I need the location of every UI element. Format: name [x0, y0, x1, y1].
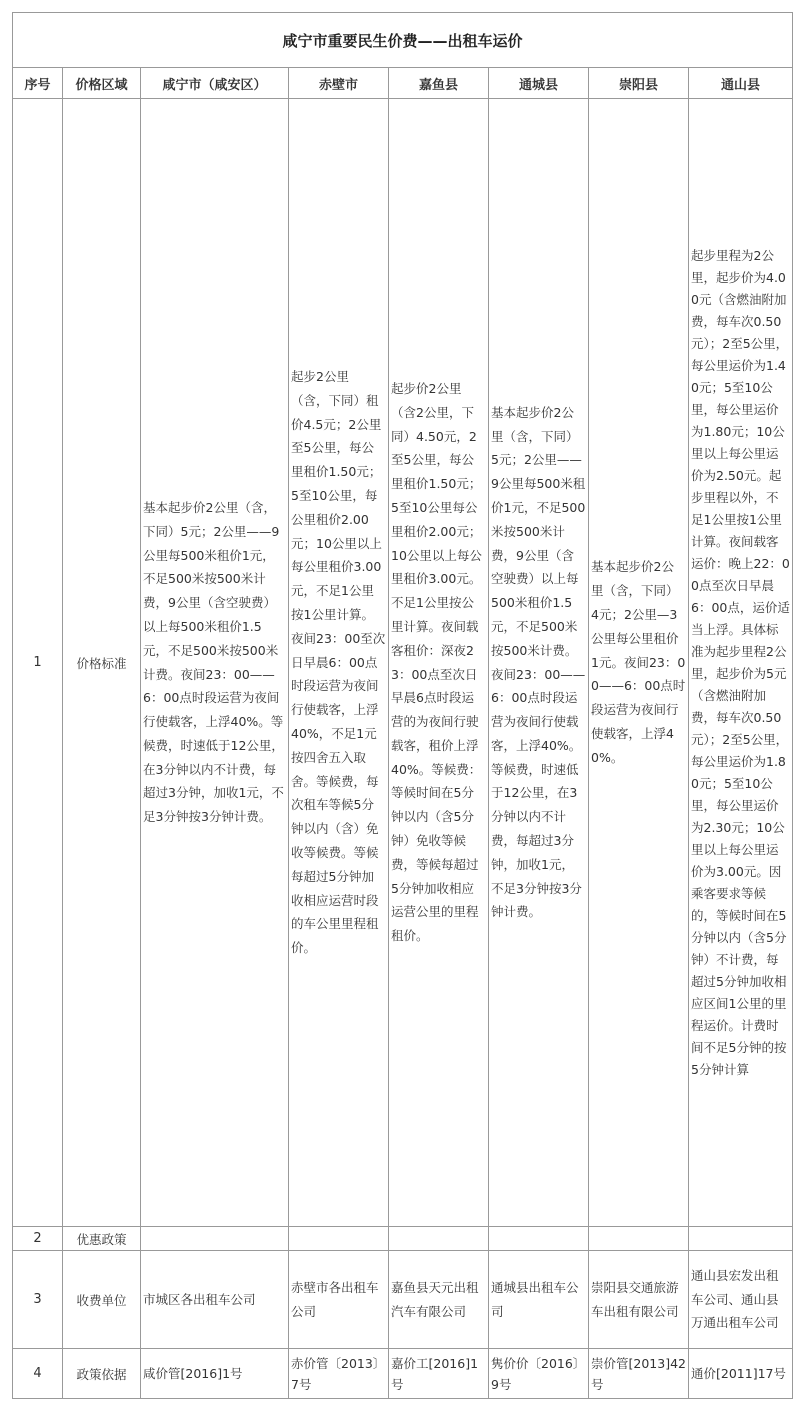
cell-chongyang — [589, 1227, 689, 1251]
price-table-wrapper — [12, 12, 792, 1399]
cell-jiayu: 起步价2公里（含2公里，下同）4.50元，2至5公里，每公里租价1.50元；5至10公里每公里租价2.00元；10公里以上每公里租价3.00元。不足1公里按公里计算。夜间载客租价：深夜23：00点至次日早晨6点时段运营的为夜间行驶载客，租价上浮40%。等候费：等候时间在5分钟以内（含5分钟）免收等候费，等候每超过5分钟加收相应运营公里的里程租价。 — [389, 99, 489, 1227]
cell-chongyang: 崇阳县交通旅游车出租有限公司 — [589, 1251, 689, 1349]
header-tongshan: 通山县 — [689, 68, 793, 99]
cell-chongyang: 崇价管[2013]42号 — [589, 1349, 689, 1399]
header-xianning: 咸宁市（咸安区） — [141, 68, 289, 99]
row-label: 优惠政策 — [63, 1227, 141, 1251]
cell-tongshan — [689, 1227, 793, 1251]
taxi-fare-table — [12, 12, 793, 1399]
table-row — [13, 1349, 793, 1399]
cell-tongshan: 通价[2011]17号 — [689, 1349, 793, 1399]
header-tongcheng: 通城县 — [489, 68, 589, 99]
cell-jiayu: 嘉价工[2016]1号 — [389, 1349, 489, 1399]
row-number: 4 — [13, 1349, 63, 1399]
cell-xianning: 咸价管[2016]1号 — [141, 1349, 289, 1399]
cell-jiayu: 嘉鱼县天元出租汽车有限公司 — [389, 1251, 489, 1349]
cell-chibi: 赤壁市各出租车公司 — [289, 1251, 389, 1349]
header-chongyang: 崇阳县 — [589, 68, 689, 99]
row-label: 政策依据 — [63, 1349, 141, 1399]
row-label: 收费单位 — [63, 1251, 141, 1349]
header-chibi: 赤壁市 — [289, 68, 389, 99]
cell-tongcheng: 隽价价〔2016〕9号 — [489, 1349, 589, 1399]
row-number: 3 — [13, 1251, 63, 1349]
cell-chibi: 起步2公里（含，下同）租价4.5元；2公里至5公里，每公里租价1.50元；5至10公里，每公里租价2.00元；10公里以上每公里租价3.00元，不足1公里按1公里计算。夜间23：00至次日早晨6：00点时段运营为夜间行使载客，上浮40%，不足1元按四舍五入取舍。等候费，每次租车等候5分钟以内（含）免收等候费。等候每超过5分钟加收相应运营时段的车公里里程租价。 — [289, 99, 389, 1227]
row-label: 价格标准 — [63, 99, 141, 1227]
header-region: 价格区域 — [63, 68, 141, 99]
cell-tongcheng: 通城县出租车公司 — [489, 1251, 589, 1349]
header-index: 序号 — [13, 68, 63, 99]
cell-chibi: 赤价管〔2013〕7号 — [289, 1349, 389, 1399]
table-row — [13, 1251, 793, 1349]
row-number: 2 — [13, 1227, 63, 1251]
cell-xianning — [141, 1227, 289, 1251]
cell-chibi — [289, 1227, 389, 1251]
cell-xianning: 基本起步价2公里（含，下同）5元；2公里——9公里每500米租价1元，不足500米按500米计费，9公里（含空驶费）以上每500米租价1.5元，不足500米按500米计费。夜间23：00——6：00点时段运营为夜间行使载客，上浮40%。等候费，时速低于12公里，在3分钟以内不计费，每超过3分钟，加收1元，不足3分钟按3分钟计费。 — [141, 99, 289, 1227]
header-jiayu: 嘉鱼县 — [389, 68, 489, 99]
table-title: 咸宁市重要民生价费——出租车运价 — [13, 13, 793, 68]
row-number: 1 — [13, 99, 63, 1227]
cell-xianning: 市城区各出租车公司 — [141, 1251, 289, 1349]
table-header-row — [13, 68, 793, 99]
table-row — [13, 1227, 793, 1251]
cell-jiayu — [389, 1227, 489, 1251]
cell-tongshan: 起步里程为2公里，起步价为4.00元（含燃油附加费，每车次0.50元）；2至5公里，每公里运价为1.40元；5至10公里，每公里运价为1.80元；10公里以上每公里运价为2.50元。起步里程以外，不足1公里按1公里计算。夜间载客运价：晚上22：00点至次日早晨6：00点，运价适当上浮。具体标准为起步里程2公里，起步价为5元（含燃油附加费，每车次0.50元）；2至5公里，每公里运价为1.80元；5至10公里，每公里运价为2.30元；10公里以上每公里运价为3.00元。因乘客要求等候的，等候时间在5分钟以内（含5分钟）不计费，每超过5分钟加收相应区间1公里的里程运价。计费时间不足5分钟的按5分钟计算 — [689, 99, 793, 1227]
cell-chongyang: 基本起步价2公里（含，下同）4元；2公里—3公里每公里租价1元。夜间23：00——6：00点时段运营为夜间行使载客，上浮40%。 — [589, 99, 689, 1227]
cell-tongshan: 通山县宏发出租车公司、通山县万通出租车公司 — [689, 1251, 793, 1349]
table-row — [13, 99, 793, 1227]
cell-tongcheng — [489, 1227, 589, 1251]
cell-tongcheng: 基本起步价2公里（含，下同）5元；2公里——9公里每500米租价1元，不足500米按500米计费，9公里（含空驶费）以上每500米租价1.5元，不足500米按500米计费。夜间23：00——6：00点时段运营为夜间行使载客，上浮40%。等候费，时速低于12公里，在3分钟以内不计费，每超过3分钟，加收1元，不足3分钟按3分钟计费。 — [489, 99, 589, 1227]
